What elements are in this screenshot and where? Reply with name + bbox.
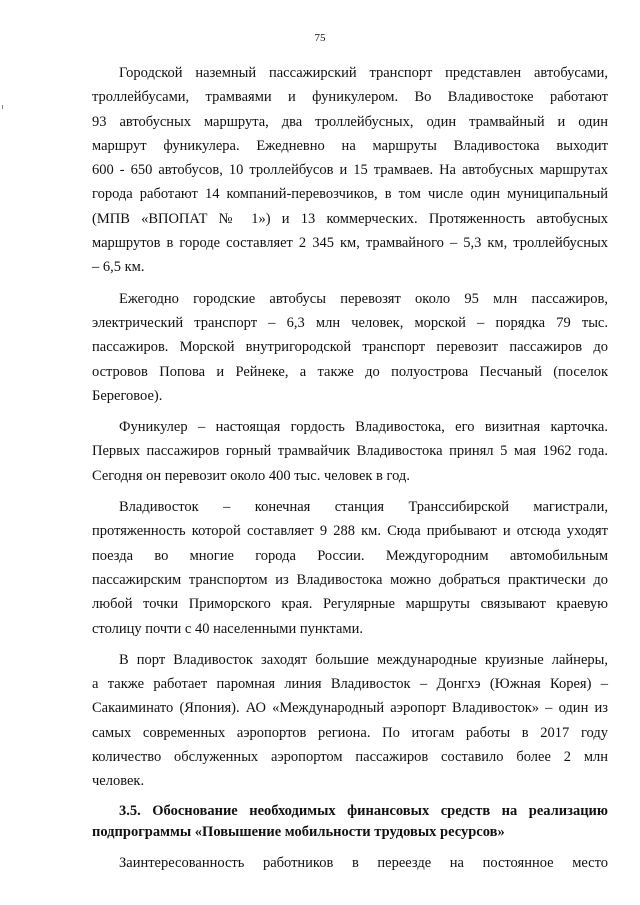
paragraph-funicular [92,415,608,488]
text-line: Городской наземный пассажирский транспорт представлен автобусами, [119,65,608,81]
text-line: человек. [92,773,145,790]
text-line: 93 автобусных маршрута, два троллейбусных, один трамвайный и один [92,113,608,130]
text-line: протяженность которой составляет 9 288 км. Сюда прибывают и отсюда уходят [92,523,608,540]
text-line: троллейбусами, трамваями и фуникулером. Во Владивостоке работают [92,89,608,106]
text-line: Заинтересованность работников в переезде на постоянное место [119,854,608,871]
text-line: Фуникулер – настоящая гордость Владивостока, его визитная карточка. [119,419,608,436]
text-line: маршрутов в городе составляет 2 345 км, трамвайного – 5,3 км, троллейбусных [92,235,608,252]
paragraph-trans-siberian [92,495,608,641]
text-line: любой точки Приморского края. Регулярные маршруты связывают краевую [92,596,608,613]
text-line: а также работает паромная линия Владивосток – Донгхэ (Южная Корея) – [92,676,608,693]
paragraph-interest-relocation [92,851,608,875]
text-line: количество обслуженных аэропортом пассажиров составило более 2 млн [92,749,608,766]
text-line: самых современных аэропортов региона. По итогам работы в 2017 году [92,724,608,741]
text-line: Первых пассажиров горный трамвайчик Владивостока принял 5 мая 1962 года. [92,443,608,460]
text-line: города работают 14 компаний-перевозчиков, в том числе один муниципальный [92,186,608,203]
text-line: Береговое). [92,387,163,404]
text-line: маршрут фуникулера. Ежедневно на маршруты Владивостока выходит [92,137,608,154]
text-line: пассажиров. Морской внутригородской транспорт перевозит пассажиров до [92,339,608,356]
text-line: Сегодня он перевозит около 400 тыс. человек в год. [92,467,410,484]
text-line: Владивосток – конечная станция Транссибирской магистрали, [119,499,608,516]
text-line: 3.5. Обоснование необходимых финансовых средств на реализацию [119,802,608,819]
page-number: 75 [314,32,326,44]
text-line: подпрограммы «Повышение мобильности трудовых ресурсов» [92,823,505,840]
text-line: пассажирским транспортом из Владивостока можно добраться практически до [92,571,608,588]
text-line: Сакаиминато (Япония). АО «Международный аэропорт Владивосток» – один из [92,700,608,717]
text-line: Ежегодно городские автобусы перевозят около 95 млн пассажиров, [119,290,608,307]
text-line: 600 - 650 автобусов, 10 троллейбусов и 15 трамваев. На автобусных маршрутах [92,162,608,179]
text-line: (МПВ «ВПОПАТ № 1») и 13 коммерческих. Протяженность автобусных [92,210,608,227]
margin-mark [2,105,3,109]
section-heading-3-5 [92,801,608,843]
text-line: – 6,5 км. [92,259,145,276]
text-line: В порт Владивосток заходят большие международные круизные лайнеры, [119,651,608,668]
text-line: электрический транспорт – 6,3 млн человек, морской – порядка 79 тыс. [92,314,608,331]
paragraph-port-airport [92,648,608,794]
paragraph-ground-transport [92,61,608,280]
body-text [92,61,608,882]
text-line: поезда во многие города России. Междугородним автомобильным [92,547,608,564]
paragraph-annual-passengers [92,287,608,408]
text-line: столицу почти с 40 населенными пунктами. [92,620,363,637]
text-line: островов Попова и Рейнеке, а также до полуострова Песчаный (поселок [92,363,608,380]
